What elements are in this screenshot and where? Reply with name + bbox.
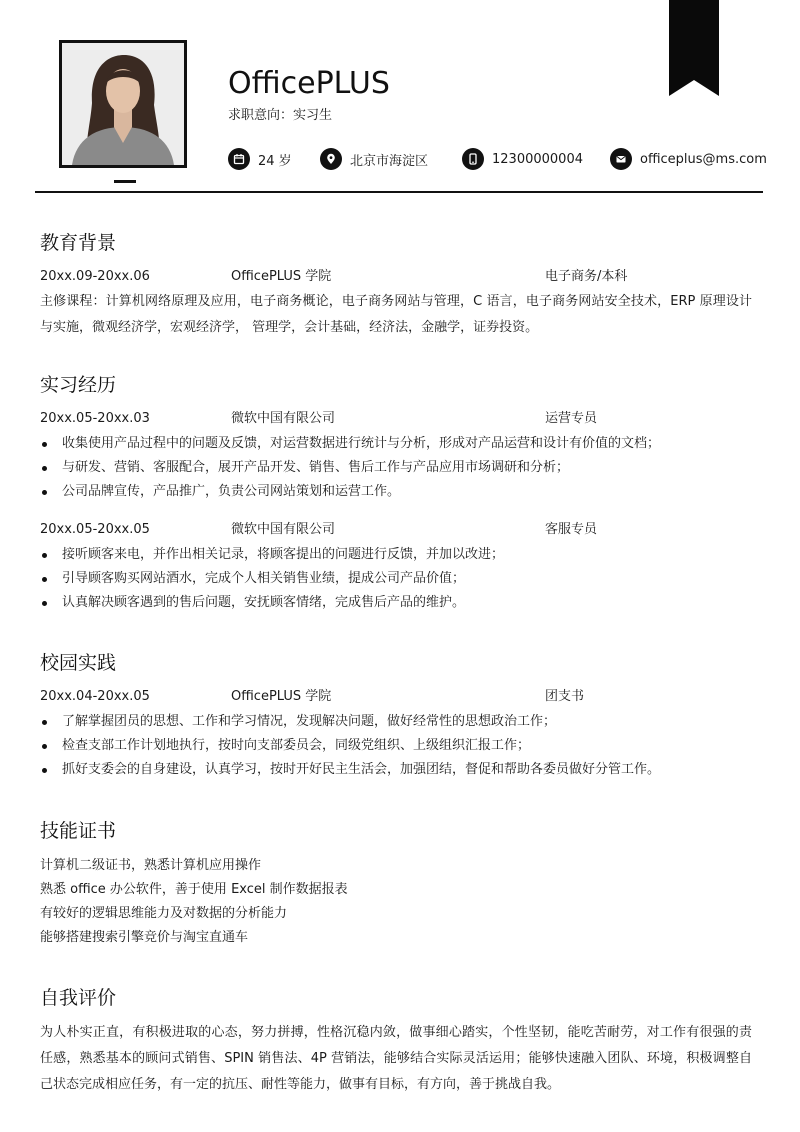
campus-row bbox=[40, 687, 770, 707]
contact-age bbox=[228, 148, 292, 170]
job-intention-label: 求职意向： bbox=[228, 108, 294, 123]
list-item: 与研发、营销、客服配合，展开产品开发、销售、售后工作与产品应用市场调研和分析； bbox=[40, 456, 760, 480]
skills-list bbox=[40, 854, 760, 950]
section-title-skills: 技能证书 bbox=[40, 820, 117, 842]
location-pin-icon bbox=[320, 148, 342, 170]
section-title-self-evaluation: 自我评价 bbox=[40, 987, 117, 1009]
contact-phone bbox=[462, 148, 583, 170]
job-period: 20xx.05-20xx.03 bbox=[40, 411, 150, 426]
list-item: 公司品牌宣传，产品推广，负责公司网站策划和运营工作。 bbox=[40, 480, 760, 504]
internship-row-2 bbox=[40, 520, 770, 540]
job-1-duties bbox=[40, 432, 760, 504]
list-item: 引导顾客购买网站酒水，完成个人相关销售业绩，提成公司产品价值； bbox=[40, 567, 760, 591]
job-intention bbox=[228, 107, 332, 125]
section-title-campus: 校园实践 bbox=[40, 652, 117, 674]
list-item: 检查支部工作计划地执行，按时向支部委员会，同级党组织、上级组织汇报工作； bbox=[40, 734, 760, 758]
education-row bbox=[40, 267, 770, 287]
job-role: 运营专员 bbox=[545, 411, 598, 426]
profile-photo bbox=[59, 40, 187, 168]
campus-duties bbox=[40, 710, 760, 782]
candidate-name: OfficePLUS bbox=[228, 66, 390, 101]
campus-role: 团支书 bbox=[545, 689, 585, 704]
list-item: 收集使用产品过程中的问题及反馈，对运营数据进行统计与分析，形成对产品运营和设计有价值的文档； bbox=[40, 432, 760, 456]
list-item: 接听顾客来电，并作出相关记录，将顾客提出的问题进行反馈，并加以改进； bbox=[40, 543, 760, 567]
list-item: 有较好的逻辑思维能力及对数据的分析能力 bbox=[40, 906, 288, 921]
job-period: 20xx.05-20xx.05 bbox=[40, 522, 150, 537]
phone-icon bbox=[462, 148, 484, 170]
education-period: 20xx.09-20xx.06 bbox=[40, 269, 150, 284]
job-role: 客服专员 bbox=[545, 522, 598, 537]
list-item: 计算机二级证书，熟悉计算机应用操作 bbox=[40, 858, 262, 873]
education-courses: 主修课程：计算机网络原理及应用，电子商务概论，电子商务网站与管理，C 语言，电子商务网站安全技术，ERP 原理设计与实施，微观经济学，宏观经济学， 管理学，会计基础，经济法，金融学，证券投资。 bbox=[40, 294, 752, 335]
contact-location-text: 北京市海淀区 bbox=[350, 153, 429, 169]
list-item: 抓好支委会的自身建设，认真学习，按时开好民主生活会，加强团结，督促和帮助各委员做好分管工作。 bbox=[40, 758, 760, 782]
job-intention-value: 实习生 bbox=[293, 108, 333, 123]
list-item: 认真解决顾客遇到的售后问题，安抚顾客情绪，完成售后产品的维护。 bbox=[40, 591, 760, 615]
header-divider bbox=[35, 191, 763, 193]
education-major: 电子商务/本科 bbox=[545, 269, 628, 284]
internship-row-1 bbox=[40, 409, 770, 429]
list-item: 能够搭建搜索引擎竞价与淘宝直通车 bbox=[40, 930, 249, 945]
calendar-icon bbox=[228, 148, 250, 170]
bookmark-ribbon bbox=[669, 0, 719, 96]
campus-org: OfficePLUS 学院 bbox=[231, 689, 332, 704]
education-school: OfficePLUS 学院 bbox=[231, 269, 332, 284]
photo-underline-mark bbox=[114, 180, 136, 183]
list-item: 熟悉 office 办公软件，善于使用 Excel 制作数据报表 bbox=[40, 882, 348, 897]
email-icon bbox=[610, 148, 632, 170]
self-evaluation-text: 为人朴实正直，有积极进取的心态，努力拼搏，性格沉稳内敛，做事细心踏实，个性坚韧，能吃苦耐劳，对工作有很强的责任感，熟悉基本的顾问式销售、SPIN 销售法、4P 营销法，能够结合实际灵活运用；能够快速融入团队、环境，积极调整自己状态完成相应任务，有一定的抗压、耐性等能力，做事有目标，有方向，善于挑战自我。 bbox=[40, 1025, 752, 1092]
section-title-education: 教育背景 bbox=[40, 232, 117, 254]
contact-email bbox=[610, 148, 767, 170]
job-company: 微软中国有限公司 bbox=[231, 522, 336, 537]
contact-location bbox=[320, 148, 428, 170]
contact-email-text: officeplus@ms.com bbox=[640, 151, 767, 167]
campus-period: 20xx.04-20xx.05 bbox=[40, 689, 150, 704]
job-2-duties bbox=[40, 543, 760, 615]
contact-age-text: 24 岁 bbox=[258, 153, 292, 169]
job-company: 微软中国有限公司 bbox=[231, 411, 336, 426]
section-title-internship: 实习经历 bbox=[40, 374, 117, 396]
contact-phone-text: 12300000004 bbox=[492, 151, 583, 167]
list-item: 了解掌握团员的思想、工作和学习情况，发现解决问题，做好经常性的思想政治工作； bbox=[40, 710, 760, 734]
